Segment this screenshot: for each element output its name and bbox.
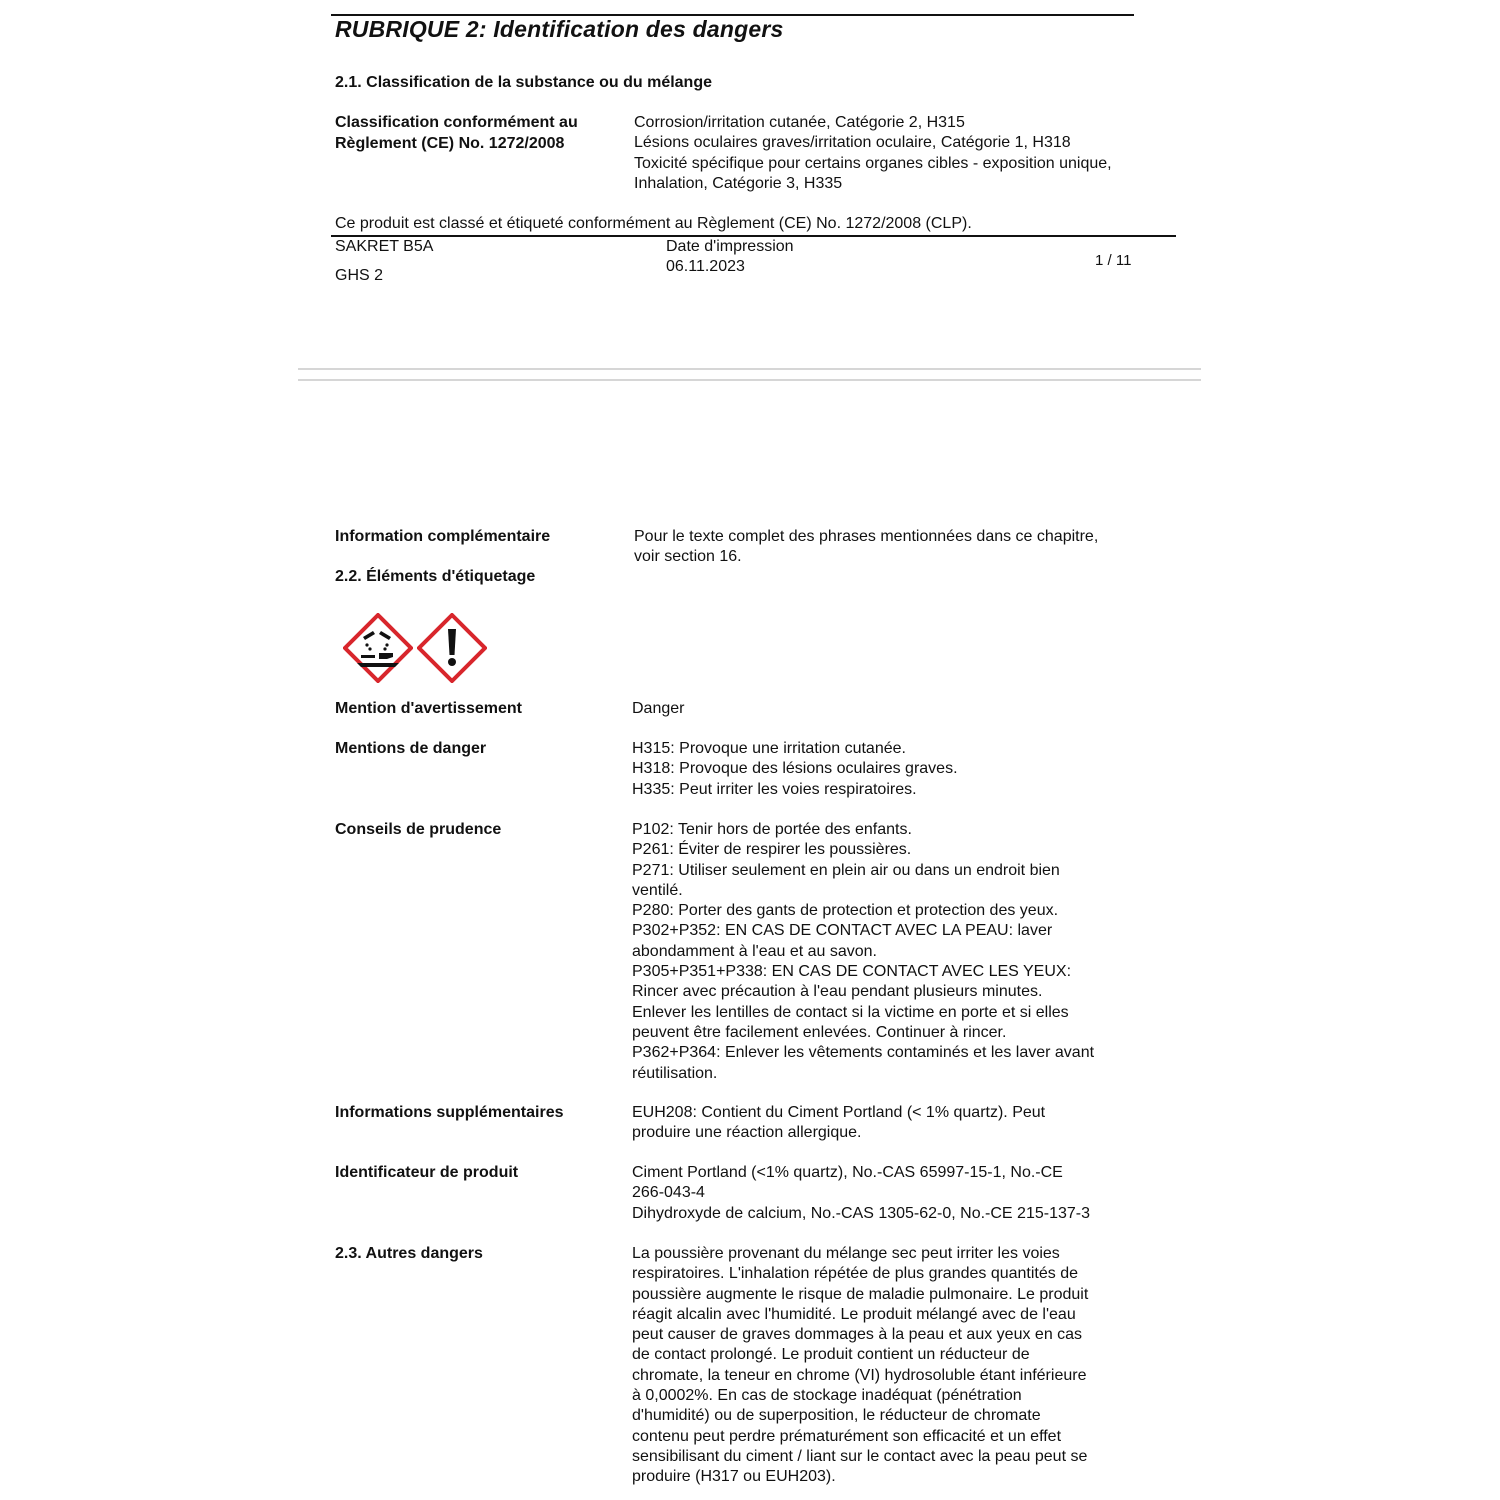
section-title: RUBRIQUE 2: Identification des dangers — [335, 16, 784, 42]
footer-print-date: 06.11.2023 — [666, 258, 745, 275]
complementary-info-label: Information complémentaire — [335, 528, 551, 545]
complementary-info-value: Pour le texte complet des phrases mentionnées dans ce chapitre, voir section 16. — [634, 528, 1099, 566]
footer-ghs-version: GHS 2 — [335, 267, 384, 284]
footer-print-date-label: Date d'impression — [666, 238, 794, 255]
footer-page-number: 1 / 11 — [1095, 252, 1132, 269]
hazard-statements-label: Mentions de danger — [335, 740, 487, 757]
footer-product-name: SAKRET B5A — [335, 238, 434, 255]
other-hazards-label: 2.3. Autres dangers — [335, 1245, 483, 1262]
exclamation-mark-icon — [417, 613, 487, 683]
precautionary-statements-label: Conseils de prudence — [335, 821, 502, 838]
product-identifier-value: Ciment Portland (<1% quartz), No.-CAS 65997-15-1, No.-CE 266-043-4 Dihydroxyde de calcium, No.-CAS 1305-62-0, No.-CE 215-137-3 — [632, 1164, 1090, 1222]
subsection-2-1-heading: 2.1. Classification de la substance ou du mélange — [335, 74, 712, 91]
precautionary-statements-value: P102: Tenir hors de portée des enfants. P261: Éviter de respirer les poussières. P271: Utiliser seulement en plein air ou dans un endroit bien ventilé. P280: Porter des gants de protection et protection des yeux. P302+P352: EN CAS DE CONTACT AVEC LA PEAU: laver abondamment à l'eau et au savon. P305+P351+P338: EN CAS DE CONTACT AVEC LES YEUX: Rincer avec précaution à l'eau pendant plusieurs minutes. Enlever les lentilles de contact si la victime en porte et si elles peuvent être facilement enlevées. Continuer à rincer. P362+P364: Enlever les vêtements contaminés et les laver avant réutilisation. — [632, 821, 1095, 1082]
signal-word-label: Mention d'avertissement — [335, 700, 522, 717]
product-identifier-label: Identificateur de produit — [335, 1164, 519, 1181]
classification-value: Corrosion/irritation cutanée, Catégorie 2, H315 Lésions oculaires graves/irritation oculaire, Catégorie 1, H318 Toxicité spécifique pour certains organes cibles - exposition unique, Inhalation, Catégorie 3, H335 — [634, 114, 1112, 192]
hazard-statements-value: H315: Provoque une irritation cutanée. H318: Provoque des lésions oculaires graves. H335: Peut irriter les voies respiratoires. — [632, 740, 958, 798]
page-separator-top — [298, 368, 1201, 370]
other-hazards-value: La poussière provenant du mélange sec peut irriter les voies respiratoires. L'inhalation répétée de plus grandes quantités de poussière augmente le risque de maladie pulmonaire. Le produit réagit alcalin avec l'humidité. Le produit mélangé avec de l'eau peut causer de graves dommages à la peau et aux yeux en cas de contact prolongé. Le produit contient un réducteur de chromate, la teneur en chrome (VI) hydrosoluble étant inférieure à 0,0002%. En cas de stockage inadéquat (pénétration d'humidité) ou de superposition, le réducteur de chromate contenu peut perdre prématurément son efficacité et un effet sensibilisant du ciment / liant sur le contact avec la peau peut se produire (H317 ou EUH203). — [632, 1245, 1089, 1486]
corrosion-icon — [343, 613, 413, 683]
page-separator-bottom — [298, 379, 1201, 381]
classification-label: Classification conformément au Règlement (CE) No. 1272/2008 — [335, 114, 578, 152]
supplementary-info-label: Informations supplémentaires — [335, 1104, 564, 1121]
signal-word-value: Danger — [632, 700, 685, 717]
clp-statement: Ce produit est classé et étiqueté conformément au Règlement (CE) No. 1272/2008 (CLP). — [335, 215, 972, 232]
subsection-2-2-heading: 2.2. Éléments d'étiquetage — [335, 568, 536, 585]
supplementary-info-value: EUH208: Contient du Ciment Portland (< 1% quartz). Peut produire une réaction allergique. — [632, 1104, 1046, 1142]
